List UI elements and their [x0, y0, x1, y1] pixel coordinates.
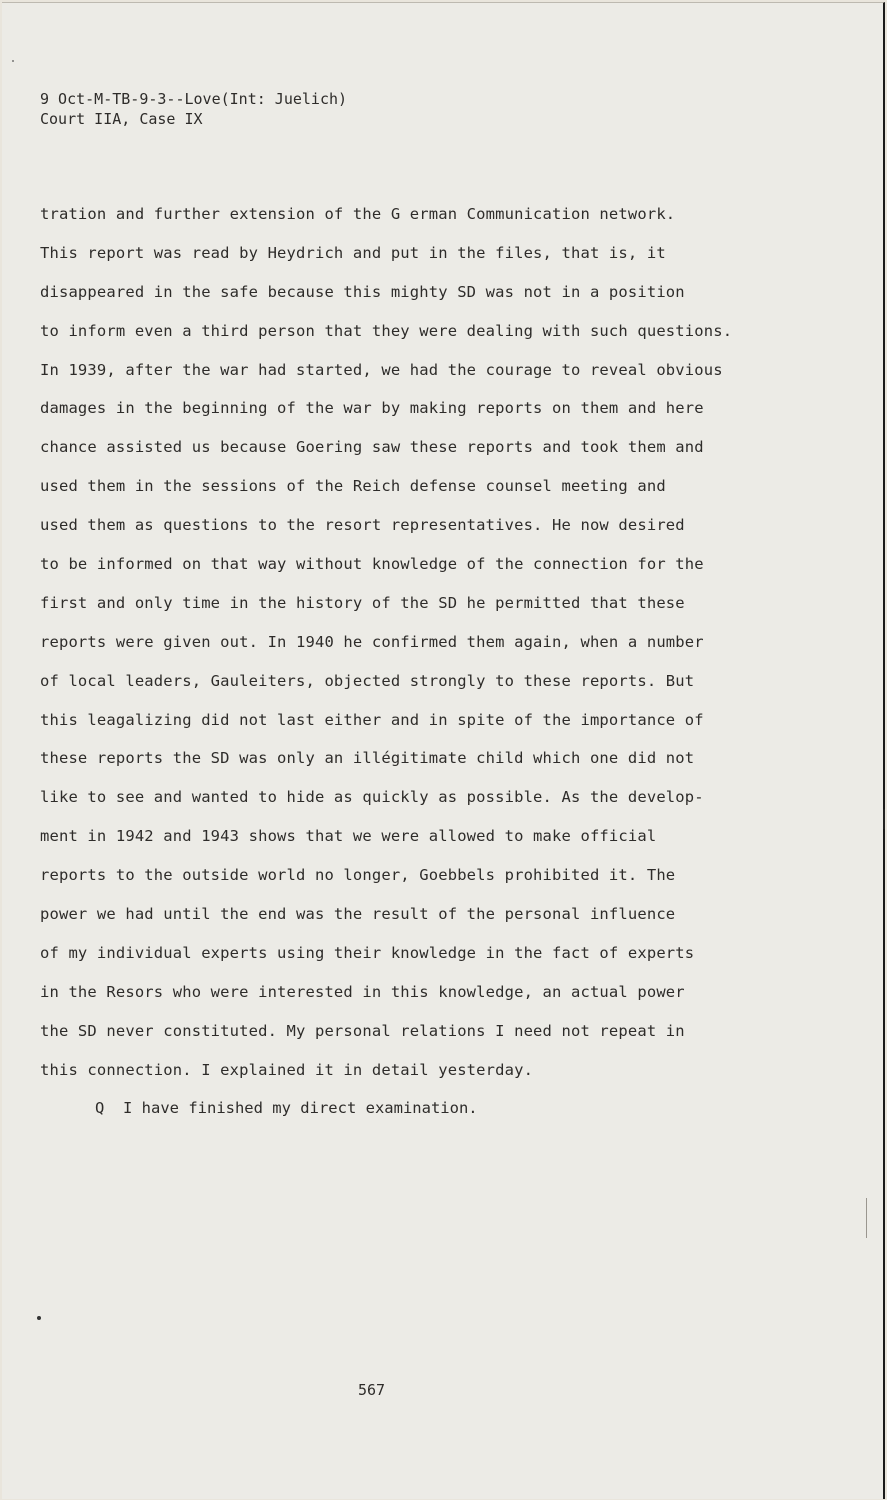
body-line: used them as questions to the resort representatives. He now desired	[40, 516, 685, 535]
body-line: chance assisted us because Goering saw these reports and took them and	[40, 438, 704, 457]
document-page	[2, 2, 885, 1499]
body-line: ment in 1942 and 1943 shows that we were allowed to make official	[40, 827, 657, 846]
header-line-2: Court IIA, Case IX	[40, 110, 203, 128]
body-line: of my individual experts using their knowledge in the fact of experts	[40, 943, 695, 962]
question-line: Q I have finished my direct examination.	[95, 1099, 478, 1117]
body-line: like to see and wanted to hide as quickly as possible. As the develop-	[40, 788, 704, 807]
margin-dot	[37, 1316, 41, 1320]
page-number: 567	[358, 1381, 386, 1399]
body-line: In 1939, after the war had started, we had the courage to reveal obvious	[40, 360, 723, 379]
edge-mark	[883, 809, 885, 829]
body-line: in the Resors who were interested in this knowledge, an actual power	[40, 982, 685, 1001]
body-line: the SD never constituted. My personal relations I need not repeat in	[40, 1021, 685, 1040]
body-line: to be informed on that way without knowledge of the connection for the	[40, 555, 704, 574]
paper-speck	[12, 60, 14, 62]
body-line: first and only time in the history of the SD he permitted that these	[40, 593, 685, 612]
body-line: tration and further extension of the G erman Communication network.	[40, 205, 676, 223]
body-line: disappeared in the safe because this mighty SD was not in a position	[40, 282, 685, 301]
body-line: This report was read by Heydrich and put in the files, that is, it	[40, 243, 666, 262]
header-line-1: 9 Oct-M-TB-9-3--Love(Int: Juelich)	[40, 90, 348, 108]
transcript-body	[40, 199, 840, 1093]
body-line: used them in the sessions of the Reich defense counsel meeting and	[40, 477, 666, 496]
edge-mark-faint	[866, 1198, 867, 1238]
body-line: reports to the outside world no longer, Goebbels prohibited it. The	[40, 866, 676, 885]
body-line: of local leaders, Gauleiters, objected strongly to these reports. But	[40, 671, 695, 690]
body-line: these reports the SD was only an illégitimate child which one did not	[40, 749, 695, 768]
body-line: damages in the beginning of the war by making reports on them and here	[40, 399, 704, 418]
body-line: reports were given out. In 1940 he confirmed them again, when a number	[40, 632, 704, 651]
body-line: to inform even a third person that they were dealing with such questions.	[40, 321, 733, 340]
body-line: this connection. I explained it in detail yesterday.	[40, 1060, 534, 1079]
body-line: this leagalizing did not last either and in spite of the importance of	[40, 710, 704, 729]
document-header	[40, 89, 347, 129]
body-line: power we had until the end was the result of the personal influence	[40, 905, 676, 924]
